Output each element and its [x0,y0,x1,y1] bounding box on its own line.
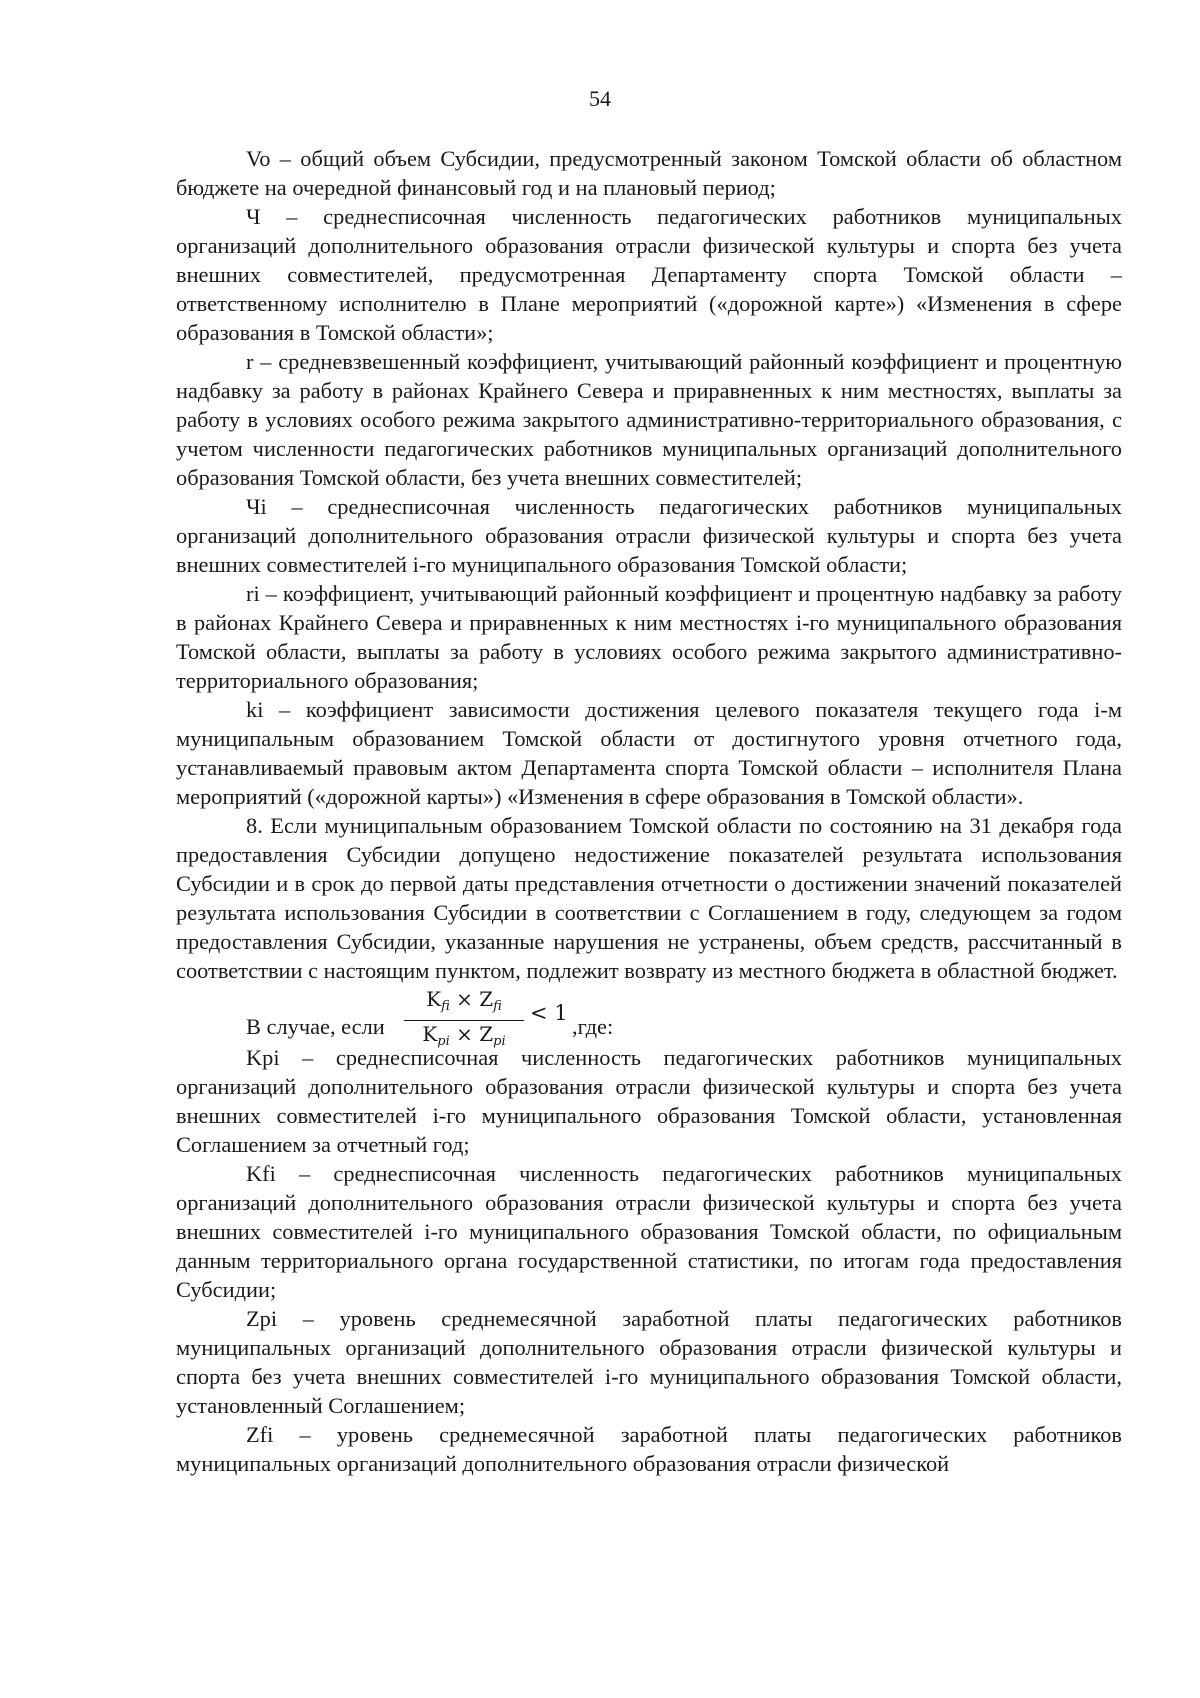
formula-prefix: В случае, если [246,1014,385,1039]
paragraph-item-8: 8. Если муниципальным образованием Томской области по состоянию на 31 декабря года предоставления Субсидии допущено недостижение показателей результата использования Субсидии и в срок до первой даты представления отчетности о достижении значений показателей результата использования Субсидии в соответствии с Соглашением в году, следующем за годом предоставления Субсидии, указанные нарушения не устранены, объем средств, рассчитанный в соответствии с настоящим пунктом, подлежит возврату из местного бюджета в областной бюджет. [176,813,1122,983]
numerator-k-sub: fi [441,999,450,1014]
paragraph-r: r – средневзвешенный коэффициент, учитывающий районный коэффициент и процентную надбавку за работу в районах Крайнего Севера и приравненных к ним местностях, выплаты за работу в условиях особого режима закрытого административно-территориального образования, с учетом численности педагогических работников муниципальных организаций дополнительного образования Томской области, без учета внешних совместителей; [176,349,1122,490]
paragraph-zpi: Zpi – уровень среднемесячной заработной платы педагогических работников муниципальных организаций дополнительного образования отрасли физической культуры и спорта без учета внешних совместителей i-го муниципального образования Томской области, установленный Соглашением; [176,1306,1122,1418]
formula-numerator [404,987,524,1021]
numerator-operator: × [449,987,480,1011]
formula-denominator [404,1021,524,1054]
denominator-z: Z [479,1022,494,1046]
paragraph-ki: ki – коэффициент зависимости достижения целевого показателя текущего года i-м муниципальным образованием Томской области от достигнутого уровня отчетного года, устанавливаемый правовым актом Департамента спорта Томской области – исполнителя Плана мероприятий («дорожной карты») «Изменения в сфере образования в Томской области». [176,697,1122,809]
paragraph-kpi: Kpi – среднесписочная численность педагогических работников муниципальных организаций дополнительного образования отрасли физической культуры и спорта без учета внешних совместителей i-го муниципального образования Томской области, установленная Соглашением за отчетный год; [176,1045,1122,1157]
paragraph-ri: ri – коэффициент, учитывающий районный коэффициент и процентную надбавку за работу в районах Крайнего Севера и приравненных к ним местностях i-го муниципального образования Томской области, выплаты за работу в условиях особого режима закрытого административно-территориального образования; [176,581,1122,693]
paragraph-chi: Чi – среднесписочная численность педагогических работников муниципальных организаций дополнительного образования отрасли физической культуры и спорта без учета внешних совместителей i-го муниципального образования Томской области; [176,494,1122,577]
denominator-z-sub: pi [493,1034,506,1049]
body-text [176,144,1122,1478]
denominator-k: K [422,1022,438,1046]
numerator-z: Z [479,987,494,1011]
numerator-z-sub: fi [493,999,502,1014]
paragraph-kfi: Kfi – среднесписочная численность педагогических работников муниципальных организаций дополнительного образования отрасли физической культуры и спорта без учета внешних совместителей i-го муниципального образования Томской области, по официальным данным территориального органа государственной статистики, по итогам года предоставления Субсидии; [176,1161,1122,1302]
formula-relation: < 1 [530,1001,568,1025]
formula-fraction [404,987,524,1054]
paragraph-zfi: Zfi – уровень среднемесячной заработной платы педагогических работников муниципальных организаций дополнительного образования отрасли физической [176,1422,1122,1476]
denominator-operator: × [449,1022,480,1046]
formula-line [176,985,1122,1049]
paragraph-vo: Vo – общий объем Субсидии, предусмотренный законом Томской области об областном бюджете на очередной финансовый год и на плановый период; [176,146,1122,200]
paragraph-ch: Ч – среднесписочная численность педагогических работников муниципальных организаций дополнительного образования отрасли физической культуры и спорта без учета внешних совместителей, предусмотренная Департаменту спорта Томской области – ответственному исполнителю в Плане мероприятий («дорожной карте») «Изменения в сфере образования в Томской области»; [176,204,1122,345]
formula-suffix: ,где: [572,1014,614,1039]
denominator-k-sub: pi [437,1034,450,1049]
page-number: 54 [589,86,611,111]
numerator-k: K [426,987,442,1011]
